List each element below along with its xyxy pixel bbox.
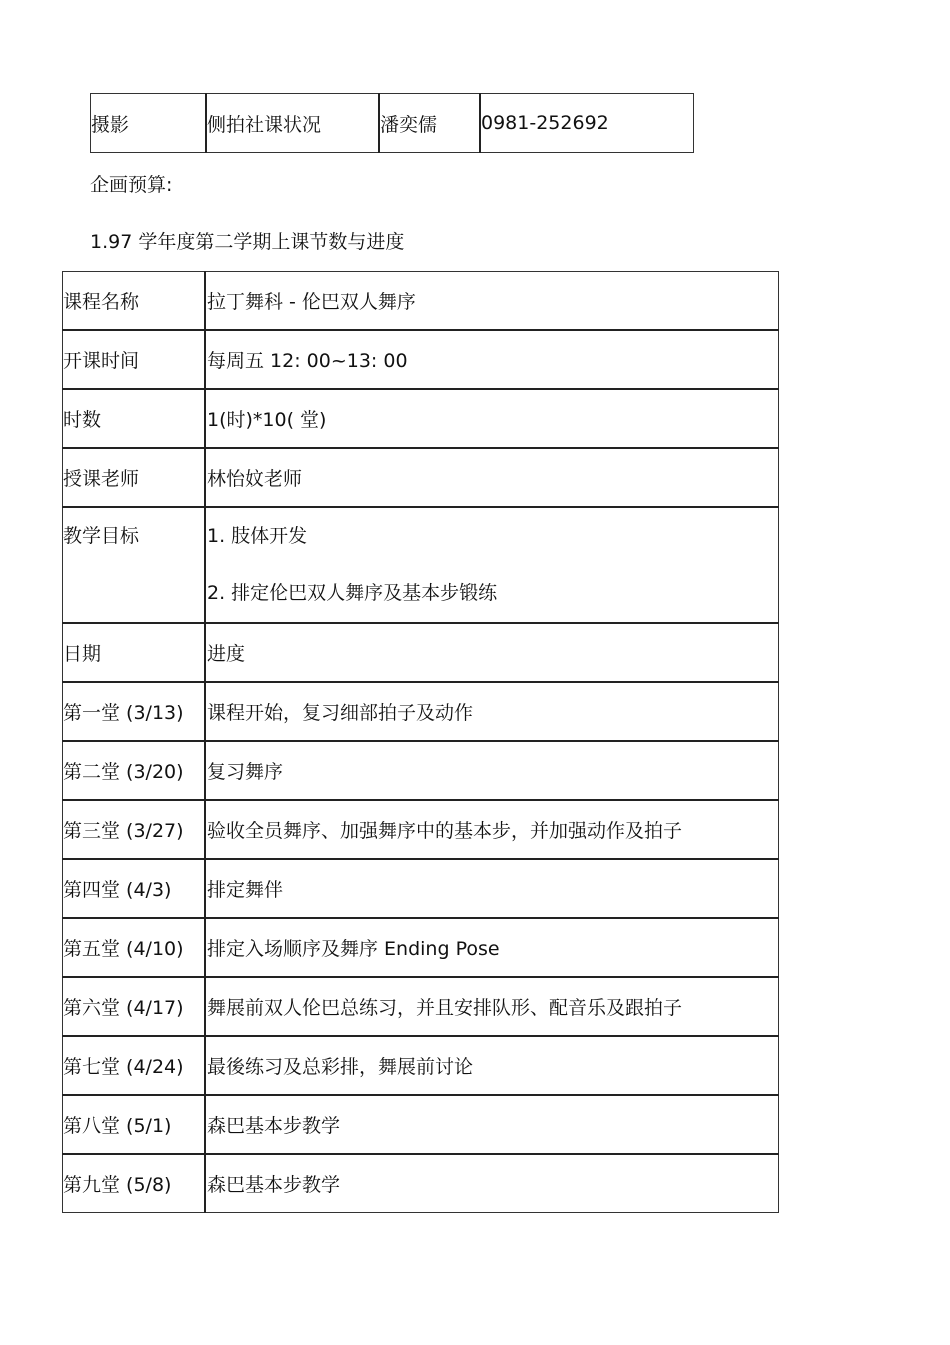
schedule-row bbox=[63, 682, 779, 741]
date-header: 日期 bbox=[63, 623, 206, 682]
schedule-row bbox=[63, 1036, 779, 1095]
course-time-value: 每周五 12: 00~13: 00 bbox=[205, 330, 779, 389]
schedule-progress: 排定舞伴 bbox=[205, 859, 779, 918]
contact-task-cell bbox=[206, 94, 379, 153]
contact-person: 潘奕儒 bbox=[380, 113, 438, 136]
schedule-date: 第六堂 (4/17) bbox=[63, 977, 206, 1036]
contact-phone: 0981-252692 bbox=[481, 112, 609, 134]
schedule-row bbox=[63, 977, 779, 1036]
contact-person-cell bbox=[379, 94, 480, 153]
schedule-progress: 复习舞序 bbox=[205, 741, 779, 800]
course-teacher-row bbox=[63, 448, 779, 507]
schedule-row bbox=[63, 800, 779, 859]
contact-row bbox=[91, 94, 694, 153]
course-goal-row bbox=[63, 507, 779, 623]
schedule-progress: 森巴基本步教学 bbox=[205, 1095, 779, 1154]
course-goal-label: 教学目标 bbox=[63, 507, 206, 623]
schedule-date: 第九堂 (5/8) bbox=[63, 1154, 206, 1213]
course-hours-row bbox=[63, 389, 779, 448]
schedule-date: 第四堂 (4/3) bbox=[63, 859, 206, 918]
section-heading: 1.97 学年度第二学期上课节数与进度 bbox=[90, 231, 405, 253]
course-hours-label: 时数 bbox=[63, 389, 206, 448]
course-name-value: 拉丁舞科 - 伦巴双人舞序 bbox=[205, 272, 779, 331]
schedule-row bbox=[63, 1095, 779, 1154]
course-hours-value: 1(时)*10( 堂) bbox=[205, 389, 779, 448]
budget-label: 企画预算: bbox=[90, 174, 173, 196]
course-goal-item: 1. 肢体开发 bbox=[207, 525, 308, 547]
schedule-progress: 课程开始，复习细部拍子及动作 bbox=[205, 682, 779, 741]
schedule-progress: 排定入场顺序及舞序 Ending Pose bbox=[205, 918, 779, 977]
schedule-progress: 验收全员舞序、加强舞序中的基本步，并加强动作及拍子 bbox=[205, 800, 779, 859]
schedule-row bbox=[63, 741, 779, 800]
contact-role-cell bbox=[91, 94, 207, 153]
schedule-row bbox=[63, 918, 779, 977]
schedule-date: 第八堂 (5/1) bbox=[63, 1095, 206, 1154]
schedule-progress: 舞展前双人伦巴总练习，并且安排队形、配音乐及跟拍子 bbox=[205, 977, 779, 1036]
progress-header: 进度 bbox=[205, 623, 779, 682]
contact-role: 摄影 bbox=[91, 113, 130, 136]
schedule-progress: 最後练习及总彩排，舞展前讨论 bbox=[205, 1036, 779, 1095]
schedule-date: 第七堂 (4/24) bbox=[63, 1036, 206, 1095]
course-teacher-value: 林怡妏老师 bbox=[205, 448, 779, 507]
course-time-row bbox=[63, 330, 779, 389]
schedule-header-row bbox=[63, 623, 779, 682]
contact-phone-cell bbox=[480, 94, 694, 153]
schedule-progress: 森巴基本步教学 bbox=[205, 1154, 779, 1213]
contact-table bbox=[90, 93, 694, 153]
course-teacher-label: 授课老师 bbox=[63, 448, 206, 507]
course-name-label: 课程名称 bbox=[63, 272, 206, 331]
course-goal-value bbox=[205, 507, 779, 623]
course-goal-item: 2. 排定伦巴双人舞序及基本步锻练 bbox=[207, 582, 498, 604]
contact-task: 侧拍社课状况 bbox=[207, 113, 322, 136]
course-table bbox=[62, 271, 779, 1213]
course-time-label: 开课时间 bbox=[63, 330, 206, 389]
schedule-date: 第五堂 (4/10) bbox=[63, 918, 206, 977]
schedule-date: 第一堂 (3/13) bbox=[63, 682, 206, 741]
schedule-row bbox=[63, 859, 779, 918]
schedule-row bbox=[63, 1154, 779, 1213]
schedule-date: 第三堂 (3/27) bbox=[63, 800, 206, 859]
course-name-row bbox=[63, 272, 779, 331]
schedule-date: 第二堂 (3/20) bbox=[63, 741, 206, 800]
